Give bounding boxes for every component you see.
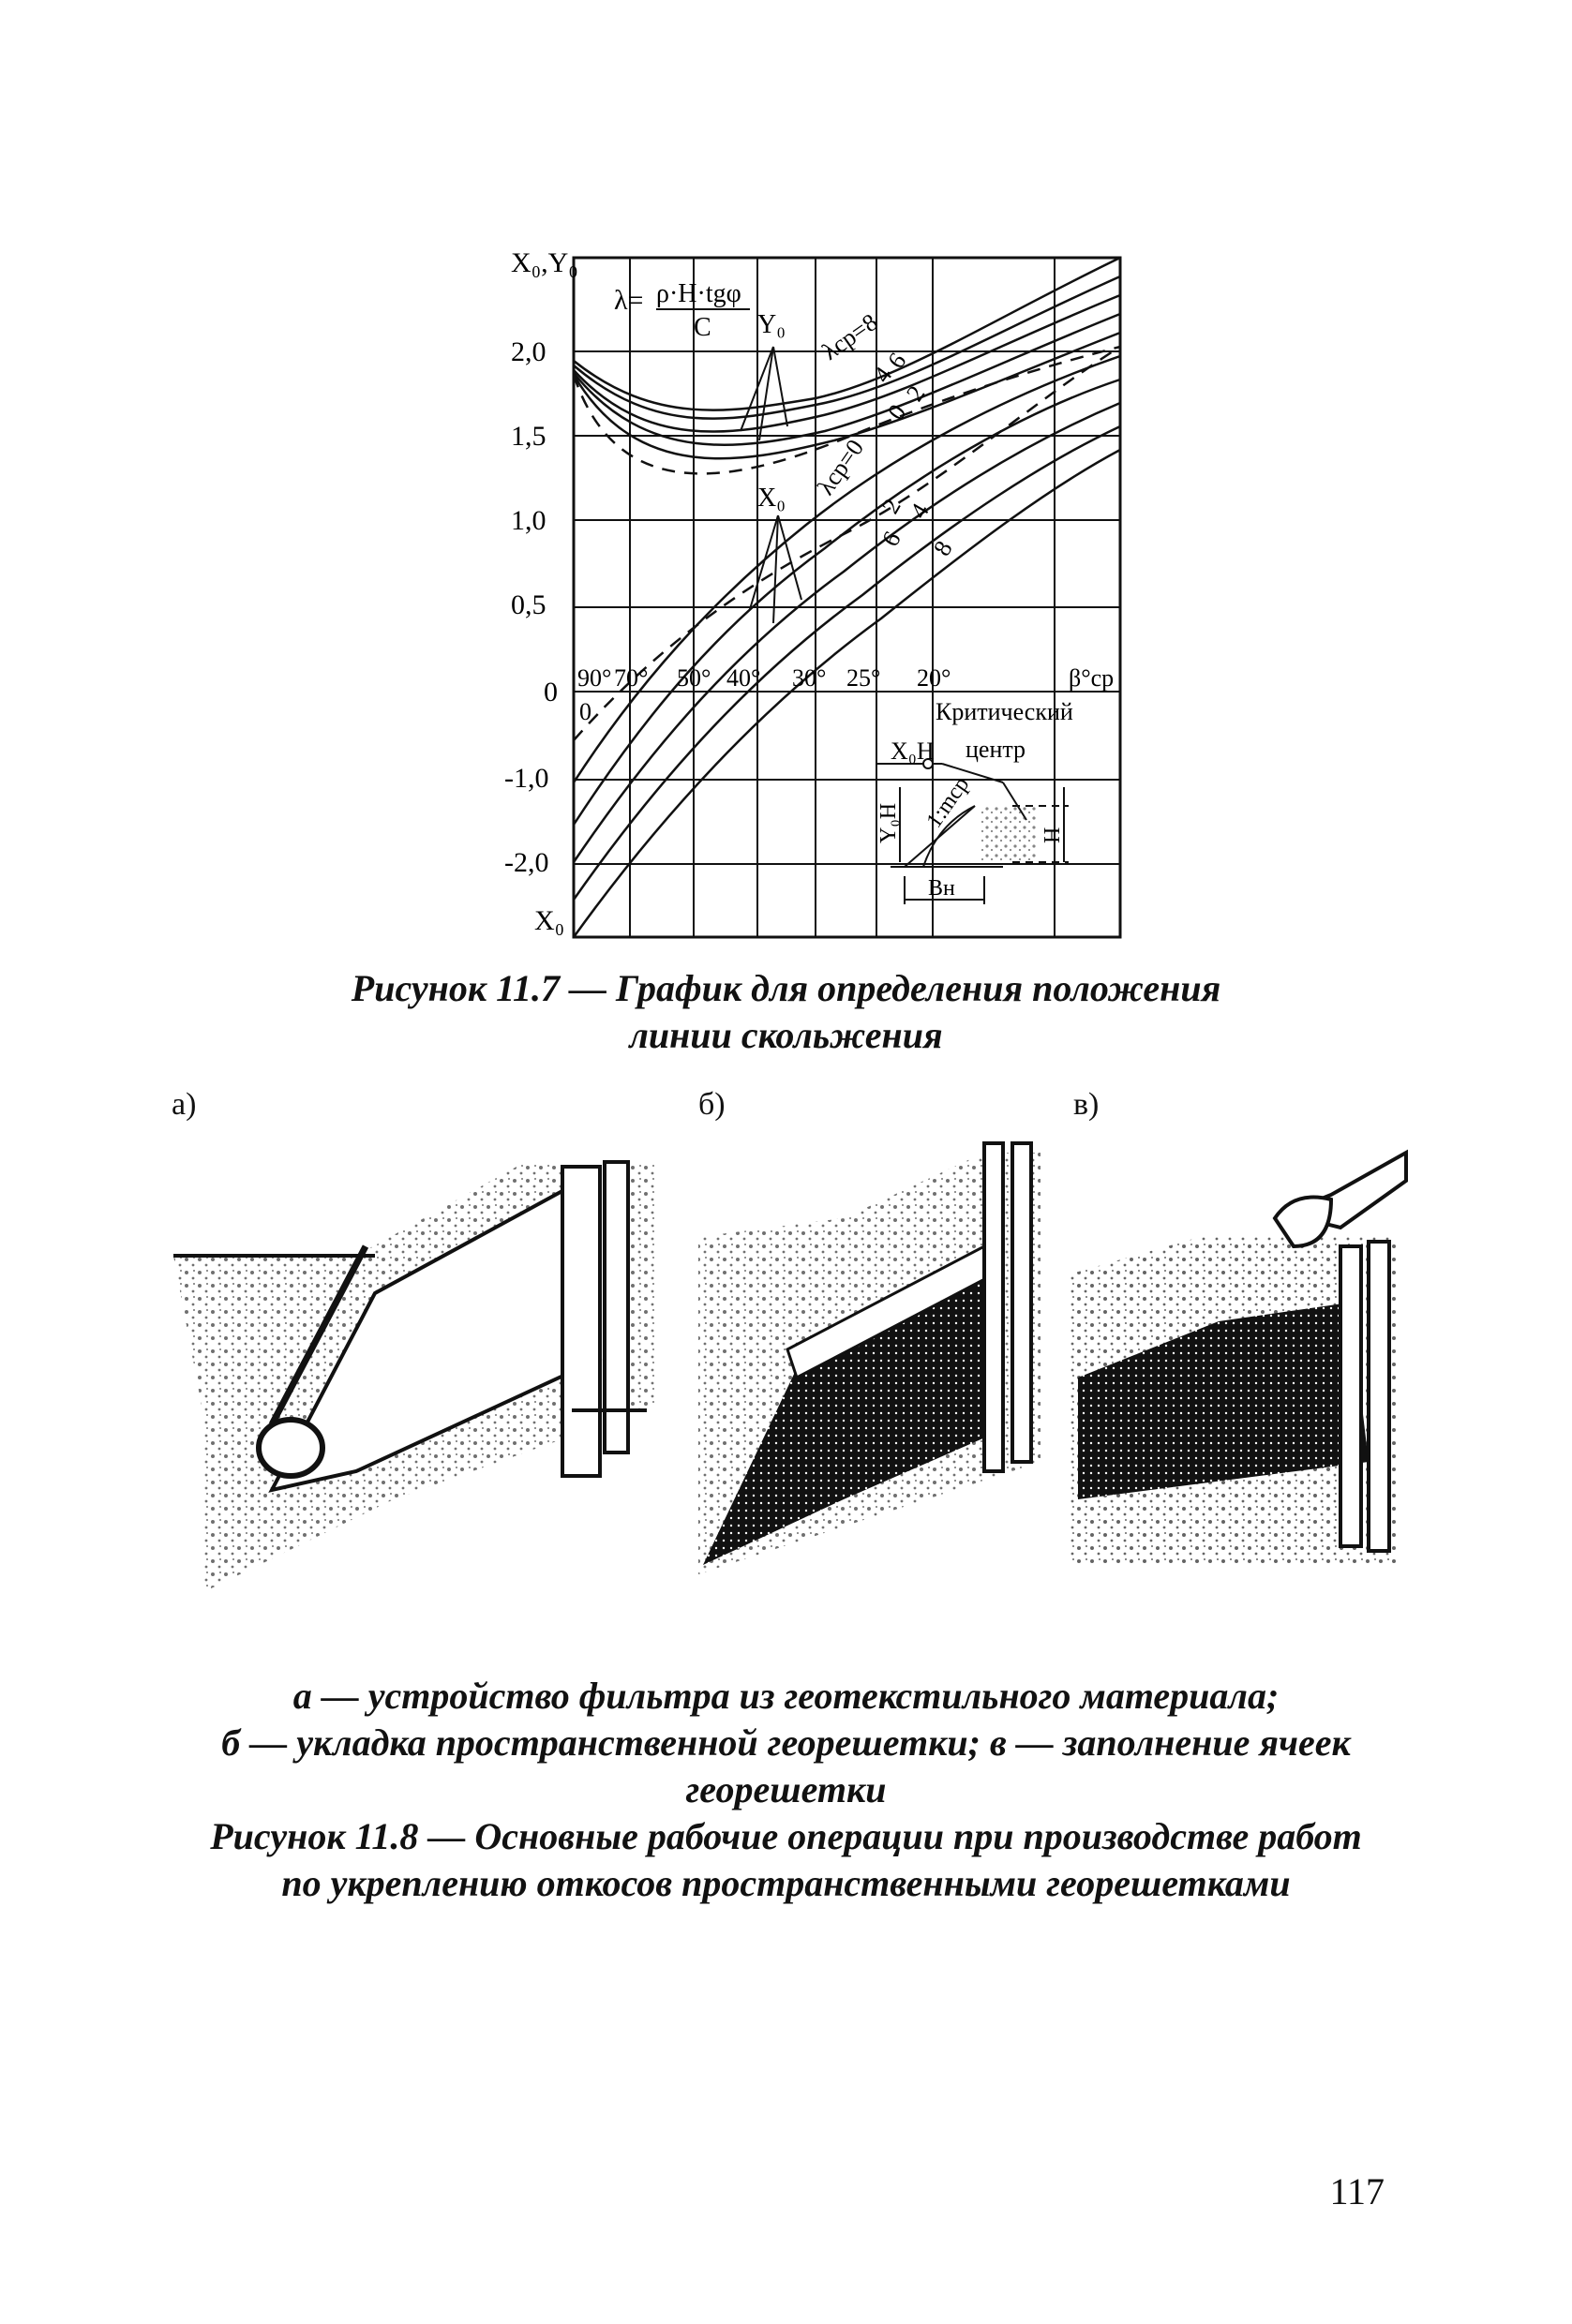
x0-curve-label-6: 6 — [876, 527, 906, 551]
y-tick-0-5: 0,5 — [511, 589, 546, 620]
y0-curve-label-4: 4 — [868, 362, 898, 388]
figure-11-8-legend-line-2: б — укладка пространственной георешетки; в — заполнение ячеек — [221, 1721, 1351, 1764]
figure-11-8-caption-line-1: Рисунок 11.8 — Основные рабочие операции при производстве работ — [210, 1815, 1362, 1857]
axis-top-label: X₀,Y₀ — [511, 247, 578, 278]
y-tick-1-5: 1,5 — [511, 421, 546, 452]
axis-bottom-label: X₀ — [534, 905, 565, 936]
zero-inner-label: 0 — [579, 698, 591, 725]
inset-y0h-label: Y₀H — [876, 802, 901, 843]
inset-bn-label: Bн — [928, 876, 955, 901]
figure-11-8-legend-line-3: георешетки — [685, 1768, 887, 1810]
beta-tick-90: 90° — [577, 664, 612, 692]
page-number: 117 — [1329, 2170, 1385, 2212]
figure-11-8-illustrations — [0, 1125, 1572, 1612]
inset-title-center: центр — [966, 736, 1026, 763]
beta-tick-40: 40° — [726, 664, 761, 692]
figure-11-8-label-a: а) — [172, 1087, 197, 1122]
inset-slope-label: 1:mср — [921, 772, 975, 833]
formula-denominator: C — [694, 313, 711, 342]
y0-curve-label-2: 2 — [901, 380, 931, 407]
figure-11-8-caption-line-2: по укреплению откосов пространственными георешетками — [281, 1862, 1291, 1904]
illustration-c-cell-filling — [1069, 1153, 1406, 1565]
formula-lhs: λ= — [614, 285, 644, 316]
y0-curve-label-0: 0 — [882, 399, 912, 425]
y-tick-0: 0 — [544, 677, 558, 708]
figure-11-7-chart — [0, 0, 1572, 993]
x0-curve-label-8: 8 — [928, 536, 958, 560]
inset-soil-hatch — [980, 806, 1036, 862]
beta-tick-70: 70° — [614, 664, 649, 692]
beta-tick-25: 25° — [846, 664, 881, 692]
figure-11-8-label-b: б) — [698, 1087, 726, 1122]
x0-curve-label-4: 4 — [905, 499, 935, 523]
figure-11-7-caption-line-1: Рисунок 11.7 — График для определения положения — [351, 967, 1221, 1009]
y-tick-2-0: 2,0 — [511, 336, 546, 367]
y-tick-minus-2-0: -2,0 — [504, 847, 549, 878]
illustration-a-geotextile-filter — [173, 1162, 656, 1593]
figure-11-8-legend-line-1: а — устройство фильтра из геотекстильного материала; — [292, 1675, 1280, 1717]
chart-frame — [574, 258, 1120, 937]
inset-title-critical: Критический — [936, 698, 1073, 725]
beta-axis-label: β°ср — [1069, 664, 1115, 692]
y0-curve-label-8: λср=8 — [816, 307, 883, 365]
x0-curve-label-0: λср=0 — [812, 434, 870, 500]
beta-tick-20: 20° — [917, 664, 951, 692]
beta-tick-50: 50° — [677, 664, 711, 692]
y0-curve-label-6: 6 — [882, 348, 912, 374]
figure-11-7-caption-line-2: линии скольжения — [629, 1014, 943, 1056]
x0-label: X₀ — [757, 484, 786, 513]
y0-label: Y₀ — [757, 310, 786, 339]
y-tick-minus-1-0: -1,0 — [504, 763, 549, 794]
formula-numerator: ρ·H·tgφ — [656, 279, 741, 308]
y-tick-1-0: 1,0 — [511, 505, 546, 536]
inset-x0h-label: X₀H — [891, 737, 935, 765]
x0-curve-label-2: 2 — [876, 494, 906, 518]
figure-11-8-label-c: в) — [1073, 1087, 1100, 1122]
illustration-b-geogrid-placement — [698, 1143, 1041, 1574]
inset-h-label: H — [1041, 827, 1065, 843]
beta-tick-30: 30° — [792, 664, 827, 692]
